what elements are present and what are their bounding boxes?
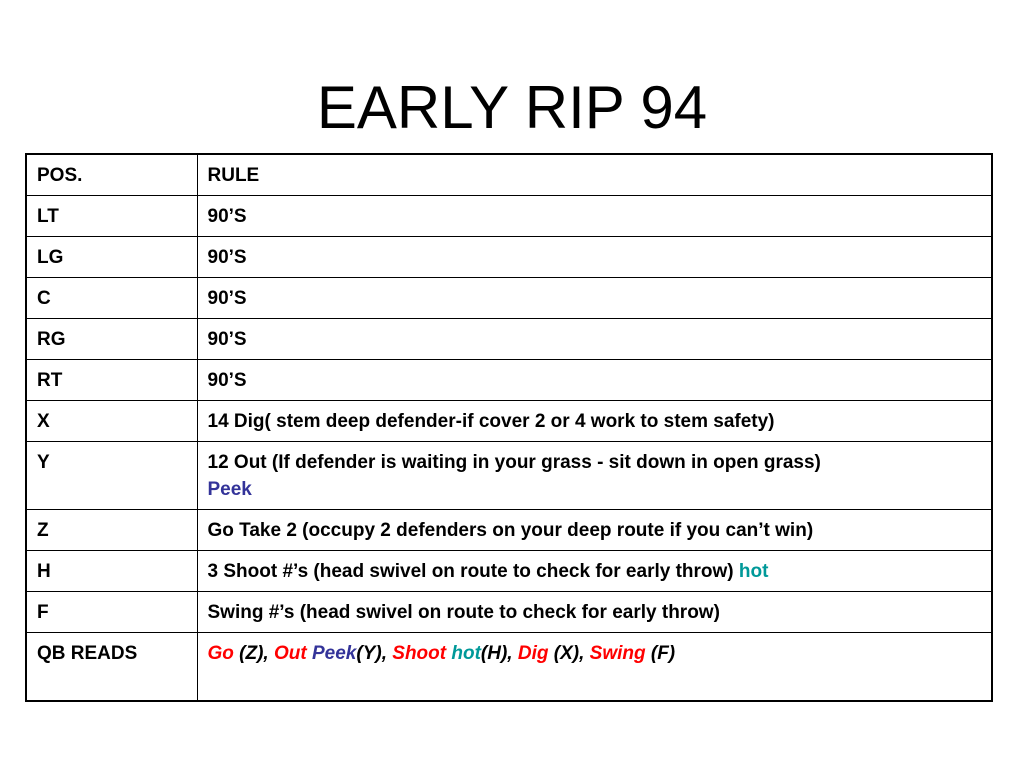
read-sep: (Z), [233, 643, 274, 664]
rule-text: 3 Shoot #’s (head swivel on route to check for early throw) [207, 561, 734, 582]
rule-cell [197, 551, 992, 592]
table-row [26, 510, 992, 551]
table-header-row [26, 154, 992, 196]
qb-reads-cell [197, 633, 992, 702]
table-row [26, 319, 992, 360]
pos-cell: H [26, 551, 197, 592]
read-out: Out [274, 643, 307, 664]
read-shoot: Shoot [392, 643, 447, 664]
pos-cell: X [26, 401, 197, 442]
table-row [26, 278, 992, 319]
read-go: Go [207, 643, 234, 664]
rule-cell: Swing #’s (head swivel on route to check for early throw) [197, 592, 992, 633]
table-row [26, 360, 992, 401]
table-row [26, 237, 992, 278]
rule-cell: Go Take 2 (occupy 2 defenders on your deep route if you can’t win) [197, 510, 992, 551]
hot-tag: hot [738, 561, 769, 582]
rule-text: 12 Out (If defender is waiting in your grass - sit down in open grass) [207, 452, 821, 473]
pos-cell: RT [26, 360, 197, 401]
read-swing: Swing [589, 643, 646, 664]
pos-cell: Y [26, 442, 197, 510]
pos-cell: C [26, 278, 197, 319]
read-sep: (H), [480, 643, 518, 664]
read-peek: Peek [312, 643, 357, 664]
read-hot: hot [451, 643, 481, 664]
rule-cell: 90’S [197, 319, 992, 360]
qb-reads-row [26, 633, 992, 702]
rule-cell [197, 442, 992, 510]
table-row [26, 196, 992, 237]
pos-cell: F [26, 592, 197, 633]
table-row [26, 401, 992, 442]
rule-cell: 90’S [197, 360, 992, 401]
table-row [26, 592, 992, 633]
rules-table [25, 153, 993, 702]
header-pos: POS. [26, 154, 197, 196]
pos-cell: LT [26, 196, 197, 237]
table-row [26, 442, 992, 510]
qb-reads-label: QB READS [26, 633, 197, 702]
table-row [26, 551, 992, 592]
read-dig: Dig [517, 643, 549, 664]
read-sep: (F) [645, 643, 676, 664]
read-sep: (Y), [356, 643, 393, 664]
rule-cell: 90’S [197, 278, 992, 319]
pos-cell: LG [26, 237, 197, 278]
pos-cell: Z [26, 510, 197, 551]
read-sep: (X), [548, 643, 590, 664]
pos-cell: RG [26, 319, 197, 360]
header-rule: RULE [197, 154, 992, 196]
page-title: EARLY RIP 94 [316, 74, 708, 141]
rule-cell: 90’S [197, 196, 992, 237]
rule-cell: 90’S [197, 237, 992, 278]
rule-cell: 14 Dig( stem deep defender-if cover 2 or 4 work to stem safety) [197, 401, 992, 442]
peek-tag: Peek [207, 479, 252, 500]
